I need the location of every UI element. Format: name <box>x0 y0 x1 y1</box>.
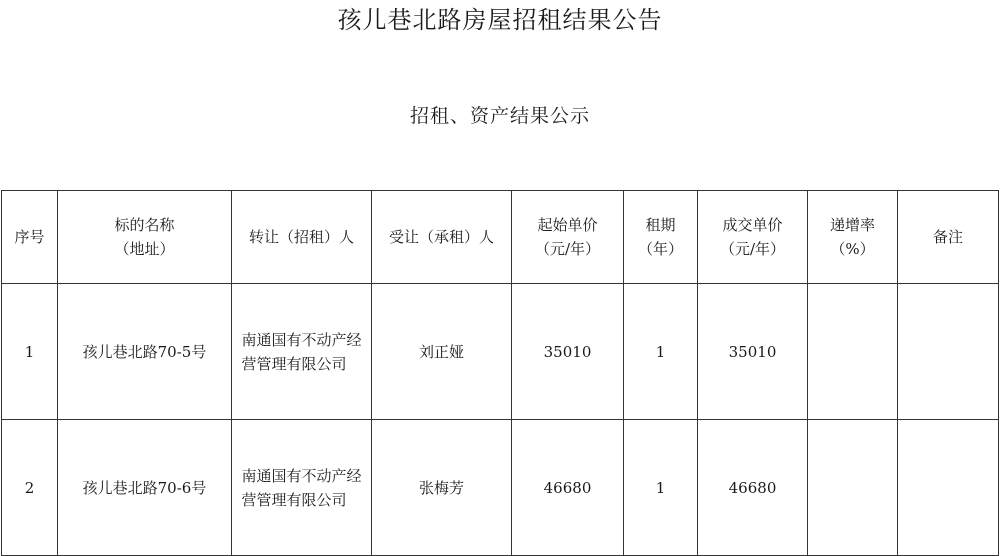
cell-remark <box>898 420 999 556</box>
cell-increase-rate <box>808 420 898 556</box>
table-row <box>2 420 999 556</box>
cell-name: 孩儿巷北路70-6号 <box>58 420 232 556</box>
cell-no: 1 <box>2 284 58 420</box>
cell-transferee: 刘正娅 <box>372 284 512 420</box>
result-table <box>1 190 999 556</box>
cell-remark <box>898 284 999 420</box>
page-subtitle: 招租、资产结果公示 <box>409 105 590 127</box>
page-title: 孩儿巷北路房屋招租结果公告 <box>337 6 663 34</box>
header-name: 标的名称 （地址） <box>58 191 232 284</box>
table-header-row <box>2 191 999 284</box>
header-term: 租期 （年） <box>624 191 698 284</box>
cell-deal-price: 35010 <box>698 284 808 420</box>
cell-term: 1 <box>624 420 698 556</box>
header-no: 序号 <box>2 191 58 284</box>
cell-transferee: 张梅芳 <box>372 420 512 556</box>
header-deal-price: 成交单价 （元/年） <box>698 191 808 284</box>
header-increase-rate: 递增率 （%） <box>808 191 898 284</box>
cell-transferor: 南通国有不动产经营管理有限公司 <box>232 420 372 556</box>
cell-deal-price: 46680 <box>698 420 808 556</box>
cell-transferor: 南通国有不动产经营管理有限公司 <box>232 284 372 420</box>
cell-start-price: 35010 <box>512 284 624 420</box>
header-transferee: 受让（承租）人 <box>372 191 512 284</box>
table-row <box>2 284 999 420</box>
cell-no: 2 <box>2 420 58 556</box>
header-remark: 备注 <box>898 191 999 284</box>
cell-name: 孩儿巷北路70-5号 <box>58 284 232 420</box>
cell-start-price: 46680 <box>512 420 624 556</box>
header-transferor: 转让（招租）人 <box>232 191 372 284</box>
header-start-price: 起始单价 （元/年） <box>512 191 624 284</box>
cell-term: 1 <box>624 284 698 420</box>
cell-increase-rate <box>808 284 898 420</box>
